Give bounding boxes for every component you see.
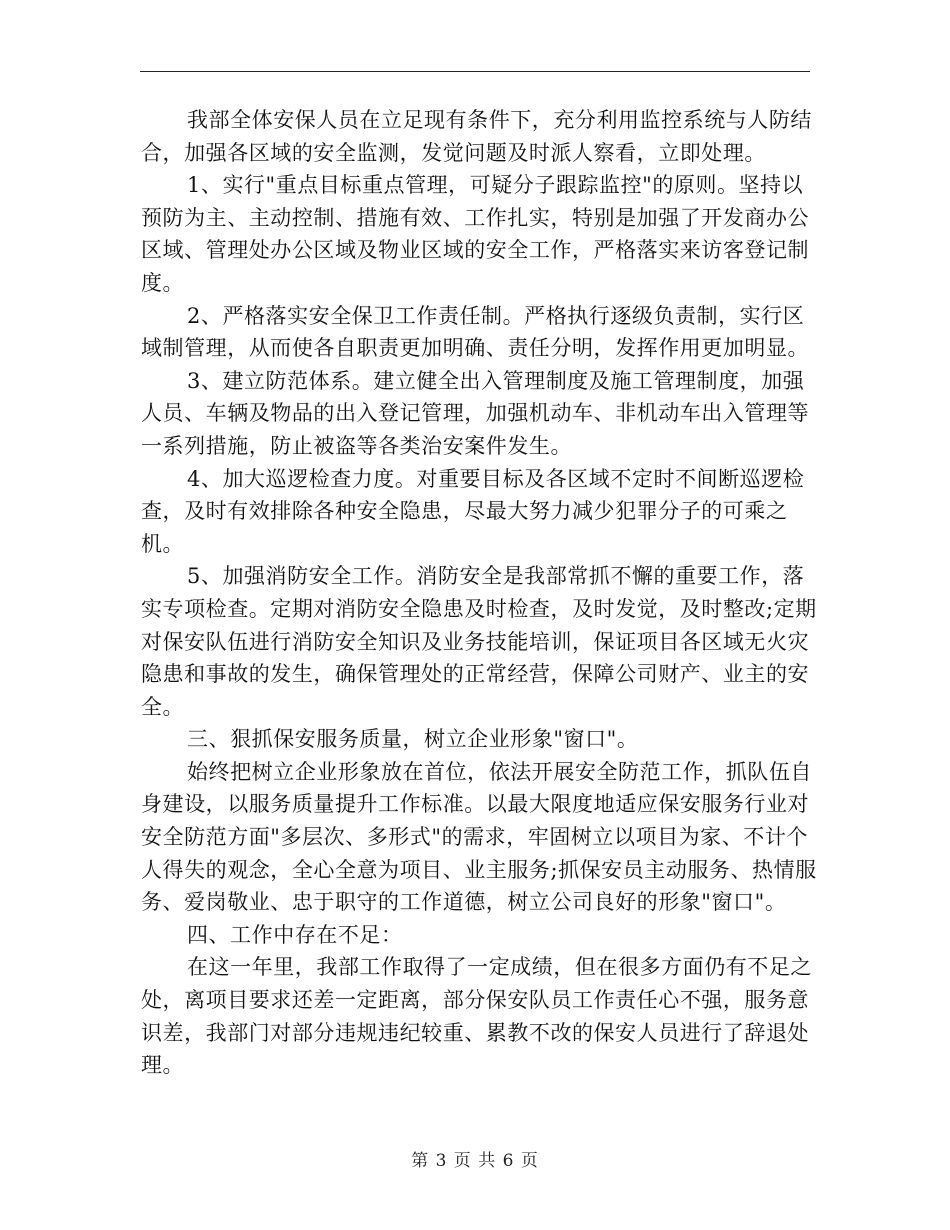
paragraph-intro: 我部全体安保人员在立足现有条件下，充分利用监控系统与人防结合，加强各区域的安全监测，发觉问题及时派人察看，立即处理。 — [141, 108, 812, 165]
paragraph-section-3-body: 始终把树立企业形象放在首位，依法开展安全防范工作，抓队伍自身建设，以服务质量提升工作标准。以最大限度地适应保安服务行业对安全防范方面"多层次、多形式"的需求，牢固树立以项目为家、不计个人得失的观念，全心全意为项目、业主服务;抓保安员主动服务、热情服务、爱岗敬业、忠于职守的工作道德，树立公司良好的形象"窗口"。 — [141, 759, 817, 915]
paragraph-item-5: 5、加强消防安全工作。消防安全是我部常抓不懈的重要工作，落实专项检查。定期对消防安全隐患及时检查，及时发觉，及时整改;定期对保安队伍进行消防安全知识及业务技能培训，保证项目各区域无火灾隐患和事故的发生，确保管理处的正常经营，保障公司财产、业主的安全。 — [141, 564, 817, 719]
paragraph-section-4-body: 在这一年里，我部工作取得了一定成绩，但在很多方面仍有不足之处，离项目要求还差一定距离，部分保安队员工作责任心不强，服务意识差，我部门对部分违规违纪较重、累教不改的保安人员进行了辞退处理。 — [141, 955, 812, 1078]
paragraph-item-2: 2、严格落实安全保卫工作责任制。严格执行逐级负责制，实行区域制管理，从而使各自职责更加明确、责任分明，发挥作用更加明显。 — [141, 303, 810, 361]
paragraph-item-4: 4、加大巡逻检查力度。对重要目标及各区域不定时不间断巡逻检查，及时有效排除各种安全隐患，尽最大努力减少犯罪分子的可乘之机。 — [141, 466, 805, 556]
page-number: 第 3 页 共 6 页 — [411, 1151, 539, 1171]
section-heading-3: 三、狠抓保安服务质量，树立企业形象"窗口"。 — [187, 727, 639, 752]
section-heading-4: 四、工作中存在不足： — [187, 922, 403, 947]
paragraph-item-1: 1、实行"重点目标重点管理，可疑分子跟踪监控"的原则。坚持以预防为主、主动控制、措施有效、工作扎实，特别是加强了开发商办公区域、管理处办公区域及物业区域的安全工作，严格落实来访客登记制度。 — [141, 173, 810, 295]
header-rule — [140, 71, 810, 72]
paragraph-item-3: 3、建立防范体系。建立健全出入管理制度及施工管理制度，加强人员、车辆及物品的出入登记管理，加强机动车、非机动车出入管理等一系列措施，防止被盗等各类治安案件发生。 — [141, 368, 810, 458]
document-body — [141, 104, 821, 1082]
